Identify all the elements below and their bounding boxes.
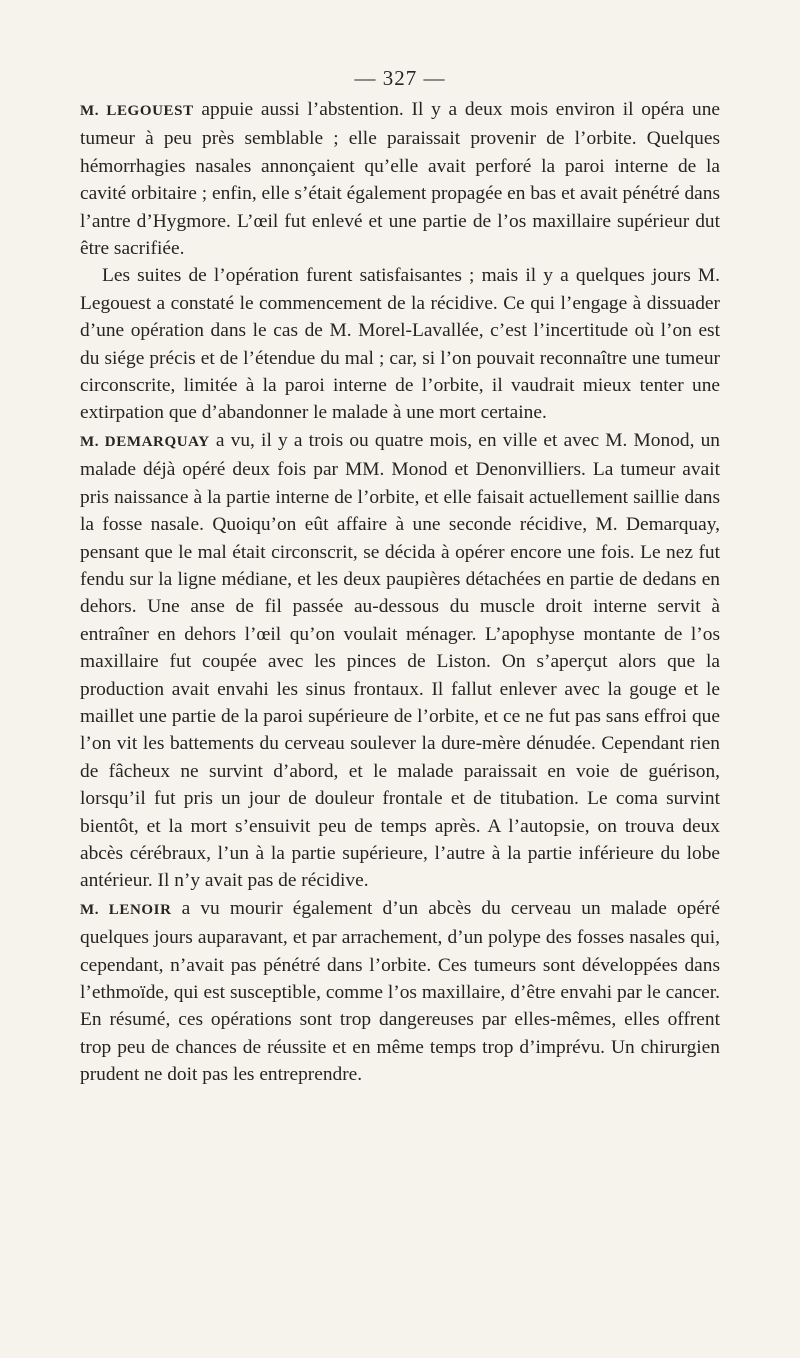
paragraph-text: appuie aussi l’abstention. Il y a deux mois environ il opéra une tumeur à peu près semblable ; elle paraissait provenir de l’orbite. Quelques hémorrhagies nasales annonçaient qu’elle avait perforé la paroi interne de la cavité orbitaire ; enfin, elle s’était également propagée en bas et avait pénétré dans l’antre d’Hygmore. L’œil fut enlevé et une partie de l’os maxillaire supérieur dut être sacrifiée.: [80, 99, 720, 260]
paragraph-legouest: [80, 96, 720, 262]
page-number: — 327 —: [354, 66, 446, 90]
paragraph-lenoir: [80, 895, 720, 1089]
paragraph-text: Les suites de l’opération furent satisfaisantes ; mais il y a quelques jours M. Legouest a constaté le commencement de la récidive. Ce qui l’engage à dissuader d’une opération dans le cas de M. Morel-Lavallée, c’est l’incertitude où l’on est du siége précis et de l’étendue du mal ; car, si l’on pouvait reconnaître une tumeur circonscrite, limitée à la paroi interne de l’orbite, il vaudrait mieux tenter une extirpation que d’abandonner le malade à une mort certaine.: [80, 265, 720, 424]
speaker-name: M. DEMARQUAY: [80, 433, 210, 450]
speaker-name: M. LENOIR: [80, 901, 172, 918]
speaker-name: M. LEGOUEST: [80, 103, 194, 119]
paragraph-legouest-continued: [80, 262, 720, 426]
paragraph-text: a vu, il y a trois ou quatre mois, en ville et avec M. Monod, un malade déjà opéré deux fois par MM. Monod et Denonvilliers. La tumeur avait pris naissance à la partie interne de l’orbite, et elle faisait actuellement saillie dans la fosse nasale. Quoiqu’on eût affaire à une seconde récidive, M. Demarquay, pensant que le mal était circonscrit, se décida à opérer encore une fois. Le nez fut fendu sur la ligne médiane, et les deux paupières détachées en partie de dedans en dehors. Une anse de fil passée au-dessous du muscle droit interne servit à entraîner en dehors l’œil qu’on voulait ménager. L’apophyse montante de l’os maxillaire fut coupée avec les pinces de Liston. On s’aperçut alors que la production avait envahi les sinus frontaux. Il fallut enlever avec la gouge et le maillet une partie de la paroi supérieure de l’orbite, et ce ne fut pas sans effroi que l’on vit les battements du cerveau soulever la dure-mère dénudée. Cependant rien de fâcheux ne survint d’abord, et le malade paraissait en voie de guérison, lorsqu’il fut pris un jour de douleur frontale et de titubation. Le coma survint bientôt, et la mort s’ensuivit peu de temps après. A l’autopsie, on trouva deux abcès cérébraux, l’un à la partie supérieure, l’autre à la partie inférieure du lobe antérieur. Il n’y avait pas de récidive.: [80, 429, 721, 892]
paragraph-demarquay: [80, 427, 720, 895]
paragraph-text: a vu mourir également d’un abcès du cerveau un malade opéré quelques jours auparavant, et par arrachement, d’un polype des fosses nasales qui, cependant, n’avait pas pénétré dans l’orbite. Ces tumeurs sont développées dans l’ethmoïde, qui est susceptible, comme l’os maxillaire, d’être envahi par le cancer. En résumé, ces opérations sont trop dangereuses par elles-mêmes, elles offrent trop peu de chances de réussite et en même temps trop d’imprévu. Un chirurgien prudent ne doit pas les entreprendre.: [80, 897, 720, 1086]
text-body: [80, 96, 720, 1089]
